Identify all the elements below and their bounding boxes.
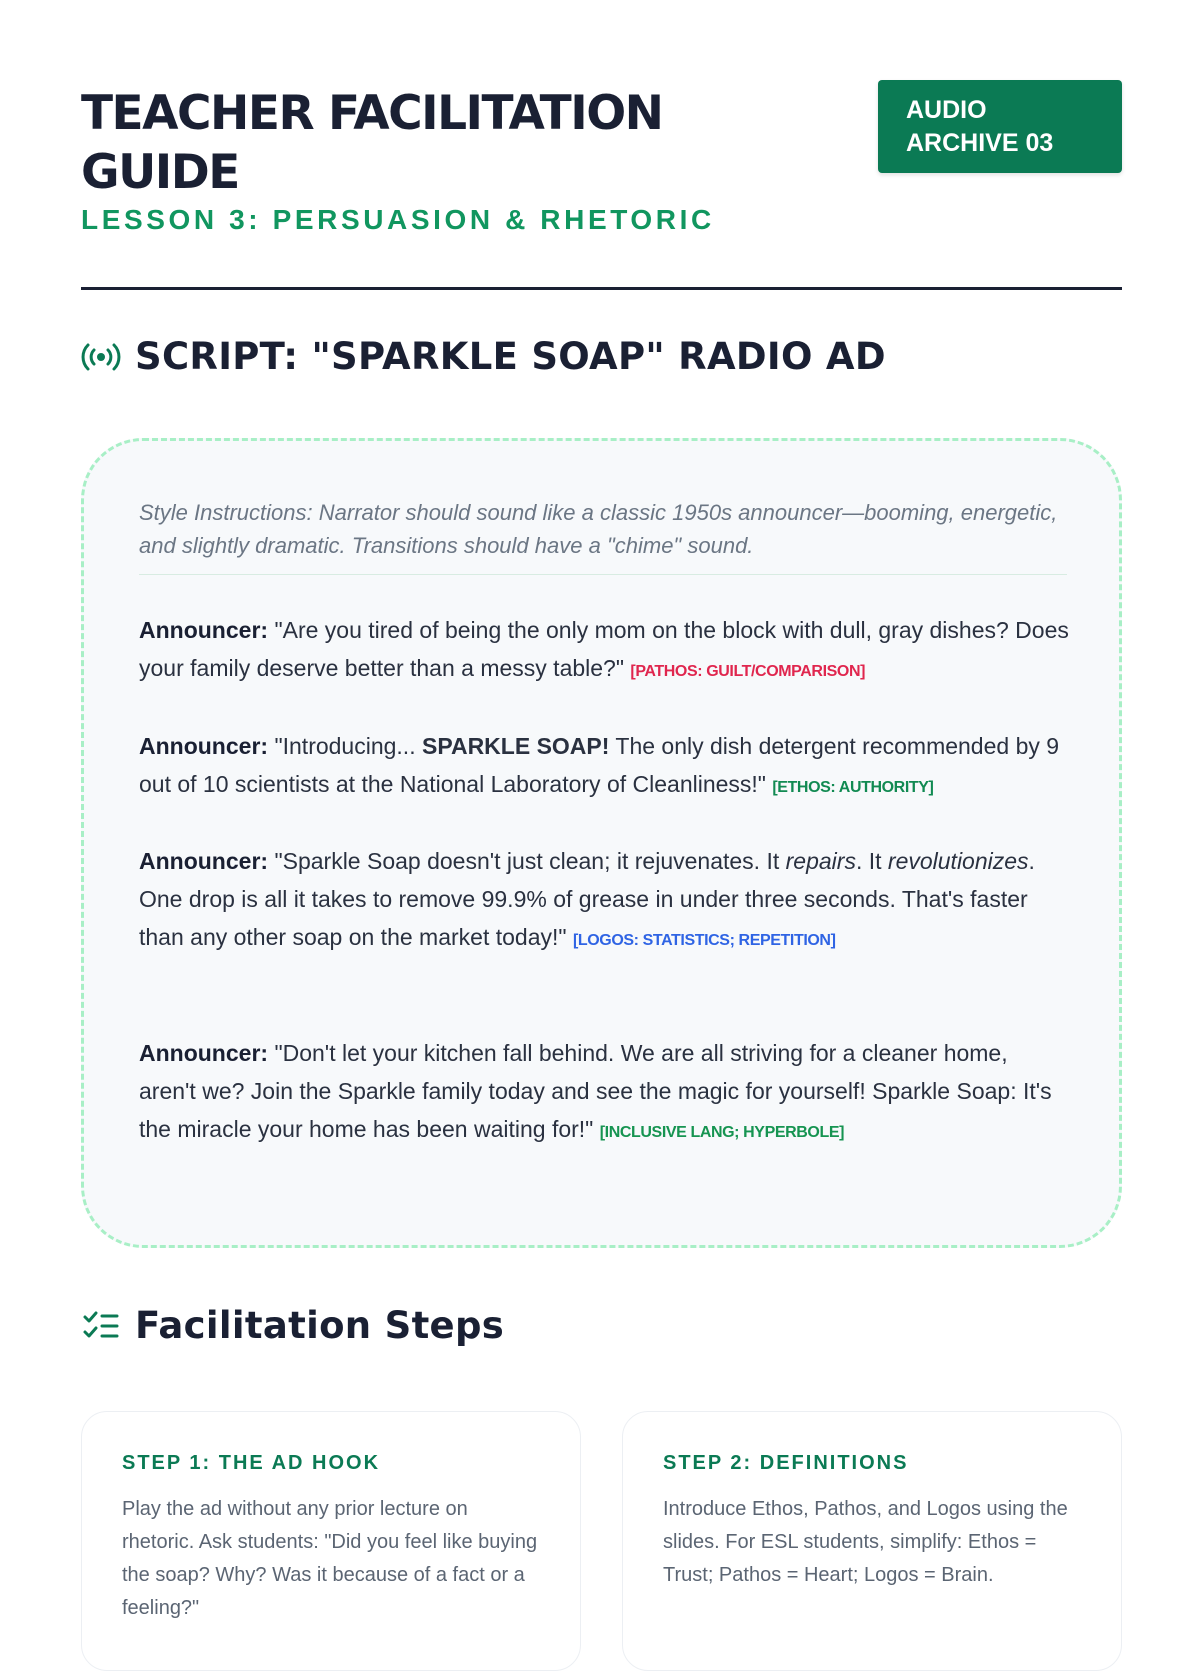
script-line-3 xyxy=(139,842,1069,960)
script-heading: SCRIPT: "SPARKLE SOAP" RADIO AD xyxy=(135,335,886,378)
guide-page xyxy=(81,80,1122,1619)
line-emphasis: revolutionizes xyxy=(887,848,1029,874)
style-instructions: Style Instructions: Narrator should sound like a classic 1950s announcer—booming, energetic, and slightly dramatic. Transitions should have a "chime" sound. xyxy=(139,500,1058,558)
step-body: Introduce Ethos, Pathos, and Logos using the slides. For ESL students, simplify: Ethos = Trust; Pathos = Heart; Logos = Brain. xyxy=(663,1498,1068,1586)
audio-archive-badge: AUDIO ARCHIVE 03 xyxy=(878,80,1122,173)
step-body: Play the ad without any prior lecture on rhetoric. Ask students: "Did you feel like buying the soap? Why? Was it because of a fact or a feeling?" xyxy=(122,1498,538,1619)
rhetoric-tag-ethos: [ETHOS: AUTHORITY] xyxy=(772,779,934,796)
steps-section-heading xyxy=(81,1304,504,1347)
header xyxy=(81,80,1122,290)
script-line-4 xyxy=(139,1034,1069,1152)
lesson-subtitle: LESSON 3: PERSUASION & RHETORIC xyxy=(81,204,715,235)
script-box xyxy=(81,438,1122,1248)
script-line-1 xyxy=(139,611,1069,691)
rhetoric-tag-inclusive: [INCLUSIVE LANG; HYPERBOLE] xyxy=(599,1124,845,1141)
step-title: STEP 1: THE AD HOOK xyxy=(122,1452,381,1474)
rhetoric-tag-logos: [LOGOS: STATISTICS; REPETITION] xyxy=(572,932,836,949)
speaker-label: Announcer: xyxy=(139,1040,269,1066)
page-title: TEACHER FACILITATION GUIDE xyxy=(81,86,663,200)
speaker-label: Announcer: xyxy=(139,617,269,643)
product-name: SPARKLE SOAP! xyxy=(421,733,610,759)
step-title: STEP 2: DEFINITIONS xyxy=(663,1452,909,1474)
speaker-label: Announcer: xyxy=(139,733,269,759)
script-line-2 xyxy=(139,727,1069,807)
line-text: . One drop is all it takes to remove 99.9% of grease in under three seconds. That's faster than any other soap on the market today!" xyxy=(139,848,1035,950)
header-divider xyxy=(81,287,1122,290)
script-section-heading xyxy=(81,335,886,378)
style-note-divider xyxy=(139,574,1067,575)
line-text: . It xyxy=(855,848,888,874)
line-emphasis: repairs xyxy=(785,848,856,874)
step-card-2 xyxy=(622,1411,1122,1671)
line-text: "Sparkle Soap doesn't just clean; it rejuvenates. It xyxy=(274,848,786,874)
line-text: "Introducing... xyxy=(274,733,422,759)
speaker-label: Announcer: xyxy=(139,848,269,874)
steps-heading: Facilitation Steps xyxy=(135,1304,505,1347)
line-text: The only dish detergent recommended by 9 out of 10 scientists at the National Laboratory of Cleanliness!" xyxy=(139,733,1060,797)
radio-broadcast-icon xyxy=(81,337,121,377)
checklist-icon xyxy=(81,1306,121,1346)
line-text: "Are you tired of being the only mom on the block with dull, gray dishes? Does your family deserve better than a messy table?" xyxy=(139,617,1069,681)
line-text: "Don't let your kitchen fall behind. We are all striving for a cleaner home, aren't we? Join the Sparkle family today and see the magic for yourself! Sparkle Soap: It's the miracle your home has been waiting for!" xyxy=(139,1040,1052,1142)
rhetoric-tag-pathos: [PATHOS: GUILT/COMPARISON] xyxy=(630,663,866,680)
step-card-1 xyxy=(81,1411,581,1671)
